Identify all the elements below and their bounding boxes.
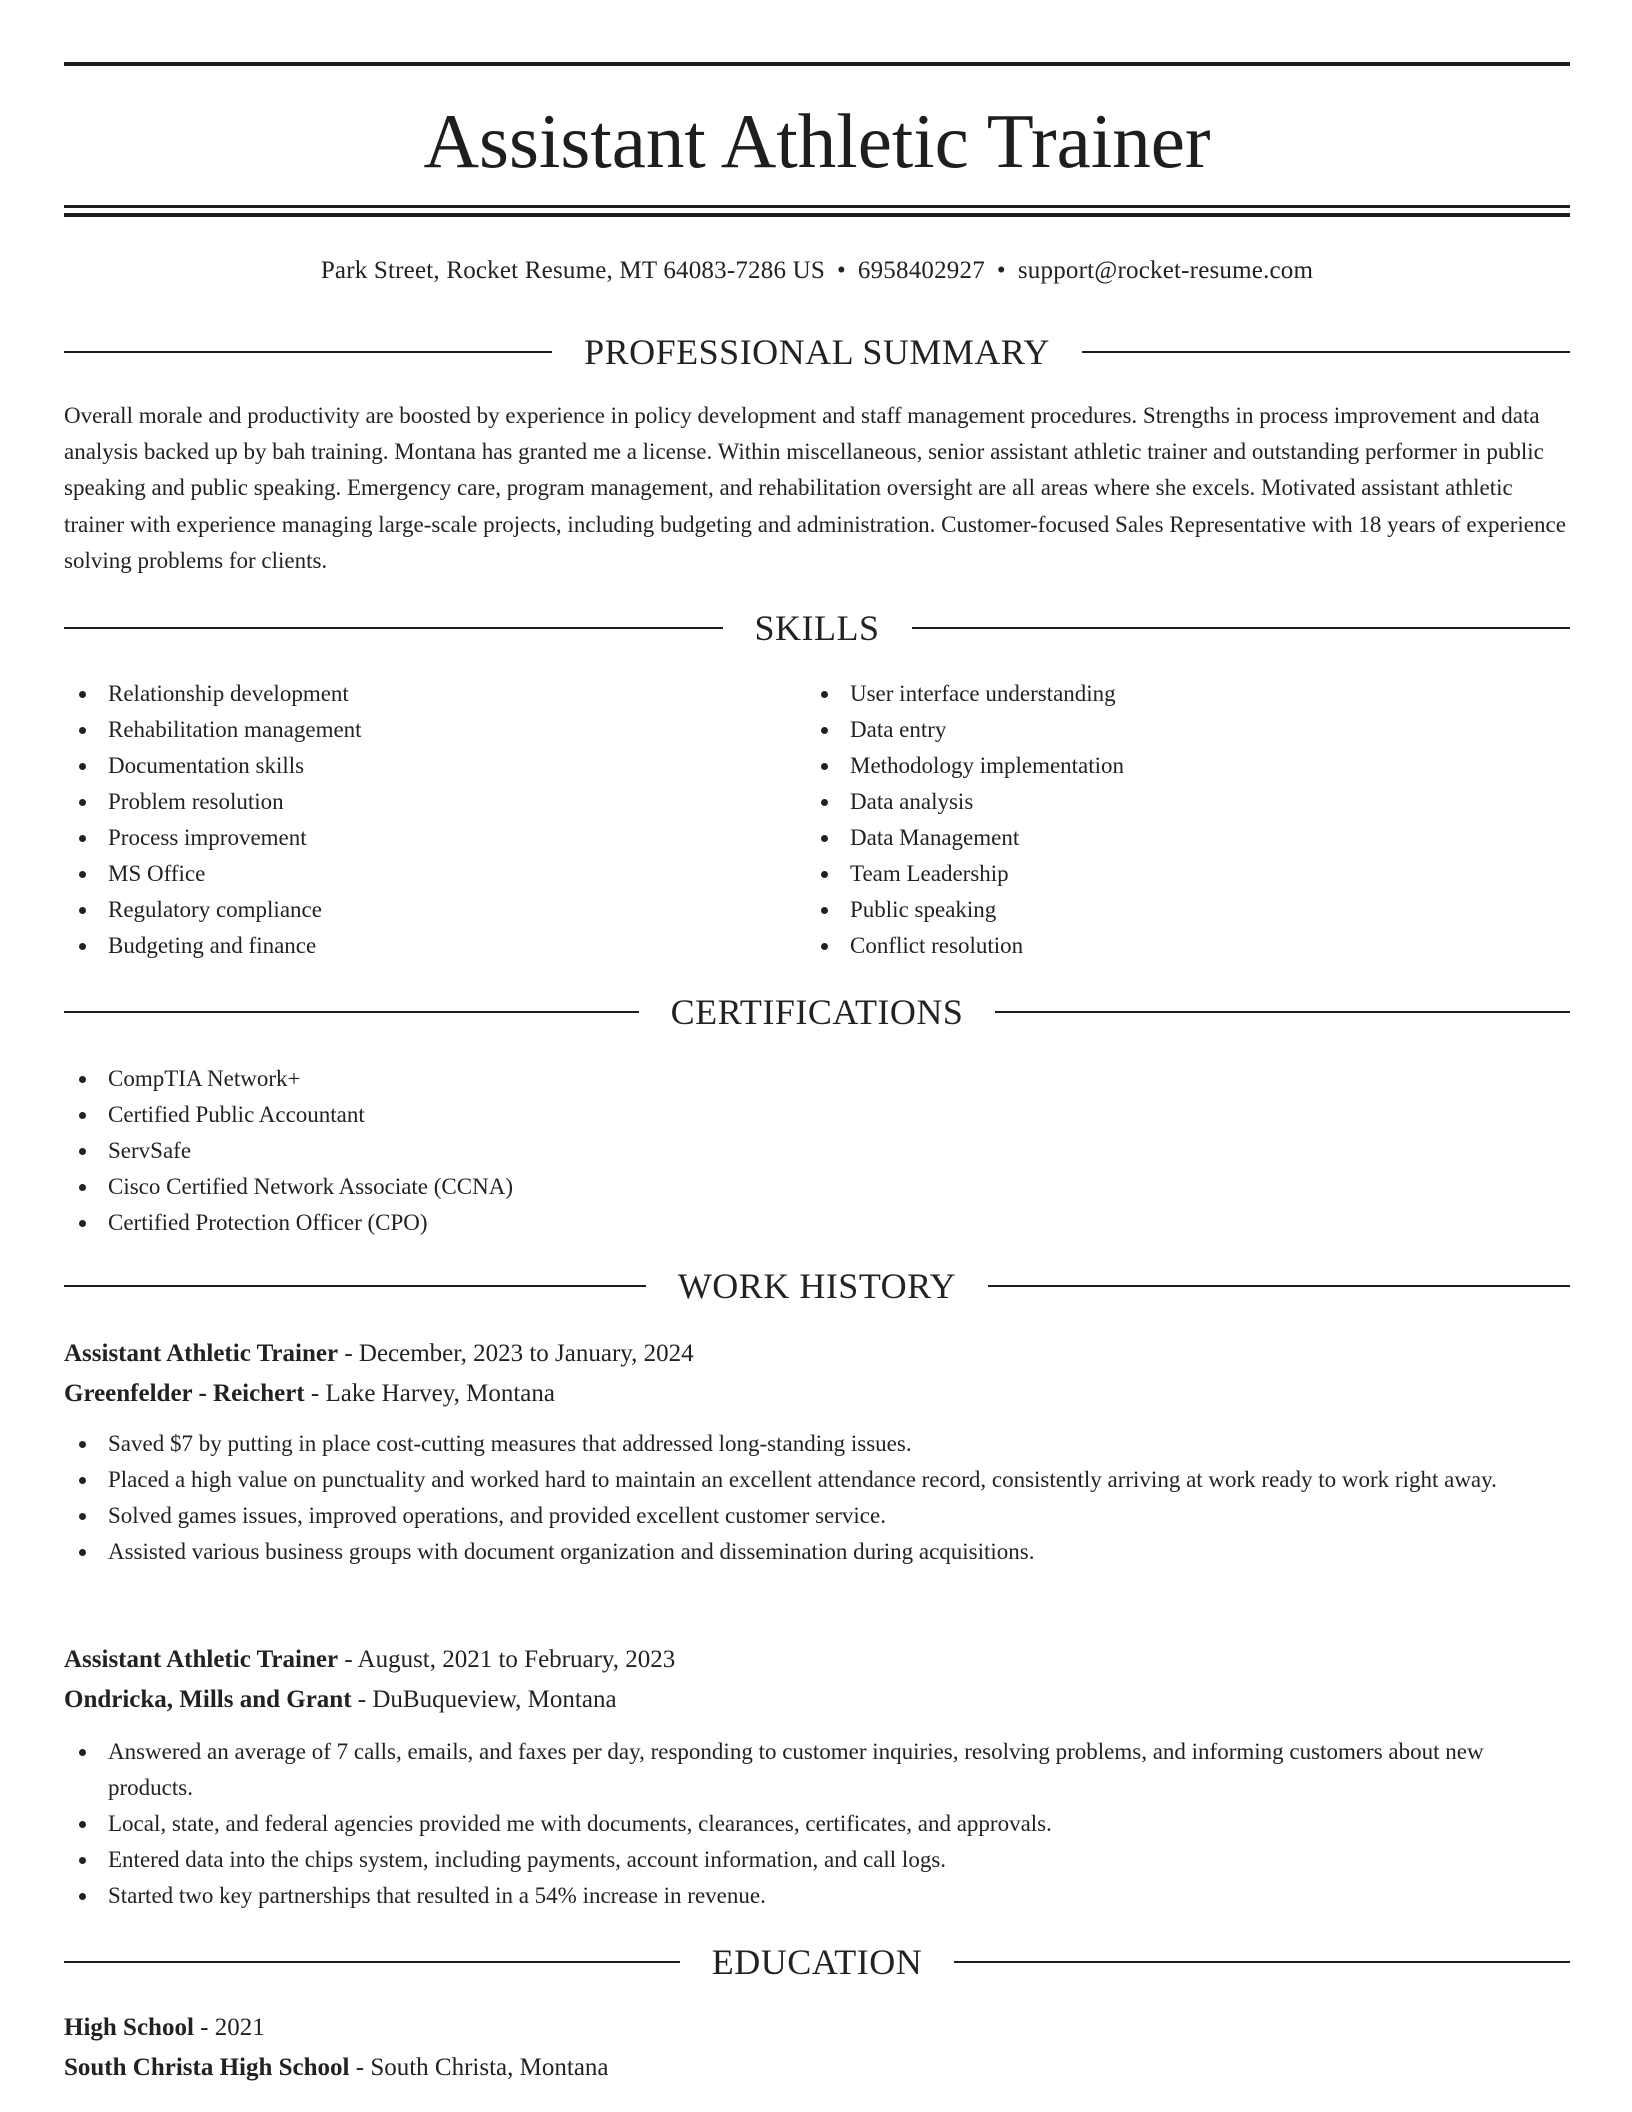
job-location: - DuBuqueview, Montana bbox=[351, 1686, 617, 1713]
education-school-line bbox=[64, 2048, 1570, 2088]
job-company: Ondricka, Mills and Grant bbox=[64, 1686, 352, 1713]
certification-item: ServSafe bbox=[64, 1133, 1570, 1169]
section-divider bbox=[912, 627, 1571, 629]
job-bullet: Saved $7 by putting in place cost-cutting measures that addressed long-standing issues. bbox=[64, 1426, 1570, 1462]
work-history-heading: WORK HISTORY bbox=[677, 1266, 957, 1306]
skill-item: Documentation skills bbox=[64, 748, 804, 784]
certification-item: CompTIA Network+ bbox=[64, 1061, 1570, 1097]
skills-section-header bbox=[64, 606, 1570, 650]
job-bullet: Local, state, and federal agencies provided me with documents, clearances, certificates, and approvals. bbox=[64, 1806, 1570, 1842]
job-bullets bbox=[64, 1426, 1570, 1570]
education-section-header bbox=[64, 1940, 1570, 1984]
skill-item: MS Office bbox=[64, 856, 804, 892]
certification-item: Certified Protection Officer (CPO) bbox=[64, 1205, 1570, 1241]
section-divider bbox=[64, 1285, 646, 1287]
job-entry bbox=[64, 1640, 1570, 1914]
education-degree-line bbox=[64, 2008, 1570, 2048]
job-company-line bbox=[64, 1680, 1570, 1720]
contact-email: support@rocket-resume.com bbox=[1017, 257, 1314, 284]
job-dates: - December, 2023 to January, 2024 bbox=[338, 1340, 694, 1367]
skill-item: Methodology implementation bbox=[806, 748, 1570, 784]
skill-item: Rehabilitation management bbox=[64, 712, 804, 748]
section-divider bbox=[64, 1961, 680, 1963]
contact-line bbox=[64, 253, 1570, 289]
candidate-title: Assistant Athletic Trainer bbox=[423, 98, 1211, 184]
job-company: Greenfelder - Reichert bbox=[64, 1380, 305, 1407]
summary-text: Overall morale and productivity are boosted by experience in policy development and staff management procedures. Strengths in process improvement and data analysis backed up by bah training. Montana has granted me a license. Within miscellaneous, senior assistant athletic trainer and outstanding performer in public speaking and public speaking. Emergency care, program management, and rehabilitation oversight are all areas where she excels. Motivated assistant athletic trainer with experience managing large-scale projects, including budgeting and administration. Customer-focused Sales Representative with 18 years of experience solving problems for clients. bbox=[64, 403, 1566, 573]
contact-separator: • bbox=[996, 257, 1006, 284]
skill-item: Data Management bbox=[806, 820, 1570, 856]
skill-item: Conflict resolution bbox=[806, 928, 1570, 964]
education-entry bbox=[64, 2008, 1570, 2088]
header-rule-upper bbox=[64, 205, 1570, 208]
skill-item: Relationship development bbox=[64, 676, 804, 712]
job-bullet: Assisted various business groups with document organization and dissemination during acquisitions. bbox=[64, 1534, 1570, 1570]
job-bullets bbox=[64, 1734, 1570, 1914]
skill-item: Data analysis bbox=[806, 784, 1570, 820]
work-history-section-header bbox=[64, 1264, 1570, 1308]
section-divider bbox=[64, 351, 552, 353]
job-bullet: Started two key partnerships that resulted in a 54% increase in revenue. bbox=[64, 1878, 1570, 1914]
education-year: - 2021 bbox=[193, 2014, 265, 2041]
summary-heading: PROFESSIONAL SUMMARY bbox=[584, 332, 1050, 372]
summary-section-header bbox=[64, 330, 1570, 374]
education-location: - South Christa, Montana bbox=[349, 2054, 609, 2081]
header-top-rule bbox=[64, 62, 1570, 66]
skill-item: Budgeting and finance bbox=[64, 928, 804, 964]
certification-item: Cisco Certified Network Associate (CCNA) bbox=[64, 1169, 1570, 1205]
job-location: - Lake Harvey, Montana bbox=[304, 1380, 555, 1407]
skill-item: Regulatory compliance bbox=[64, 892, 804, 928]
section-divider bbox=[995, 1011, 1570, 1013]
job-role: Assistant Athletic Trainer bbox=[64, 1646, 339, 1673]
contact-separator: • bbox=[836, 257, 846, 284]
certifications-list bbox=[64, 1061, 1570, 1241]
skills-heading: SKILLS bbox=[754, 608, 880, 648]
section-divider bbox=[1082, 351, 1570, 353]
section-divider bbox=[64, 627, 723, 629]
job-company-line bbox=[64, 1374, 1570, 1414]
job-role: Assistant Athletic Trainer bbox=[64, 1340, 339, 1367]
skills-list-left bbox=[64, 676, 804, 964]
education-degree: High School bbox=[64, 2014, 194, 2041]
skills-list-right bbox=[806, 676, 1570, 964]
job-bullet: Answered an average of 7 calls, emails, and faxes per day, responding to customer inquiries, resolving problems, and informing customers about new products. bbox=[64, 1734, 1570, 1806]
section-divider bbox=[954, 1961, 1570, 1963]
skill-item: Data entry bbox=[806, 712, 1570, 748]
certifications-section-header bbox=[64, 990, 1570, 1034]
job-bullet: Solved games issues, improved operations, and provided excellent customer service. bbox=[64, 1498, 1570, 1534]
header-rule-lower bbox=[64, 213, 1570, 217]
job-bullet: Entered data into the chips system, including payments, account information, and call logs. bbox=[64, 1842, 1570, 1878]
education-heading: EDUCATION bbox=[711, 1942, 923, 1982]
skill-item: Team Leadership bbox=[806, 856, 1570, 892]
section-divider bbox=[988, 1285, 1570, 1287]
job-bullet: Placed a high value on punctuality and worked hard to maintain an excellent attendance record, consistently arriving at work ready to work right away. bbox=[64, 1462, 1570, 1498]
contact-address: Park Street, Rocket Resume, MT 64083-7286 US bbox=[320, 257, 825, 284]
certifications-heading: CERTIFICATIONS bbox=[670, 992, 964, 1032]
job-dates: - August, 2021 to February, 2023 bbox=[338, 1646, 676, 1673]
job-title-line bbox=[64, 1334, 1570, 1374]
job-title-line bbox=[64, 1640, 1570, 1680]
skill-item: Public speaking bbox=[806, 892, 1570, 928]
skill-item: Problem resolution bbox=[64, 784, 804, 820]
section-divider bbox=[64, 1011, 639, 1013]
education-school: South Christa High School bbox=[64, 2054, 350, 2081]
contact-phone: 6958402927 bbox=[857, 257, 985, 284]
skill-item: User interface understanding bbox=[806, 676, 1570, 712]
skill-item: Process improvement bbox=[64, 820, 804, 856]
certification-item: Certified Public Accountant bbox=[64, 1097, 1570, 1133]
job-entry bbox=[64, 1334, 1570, 1570]
